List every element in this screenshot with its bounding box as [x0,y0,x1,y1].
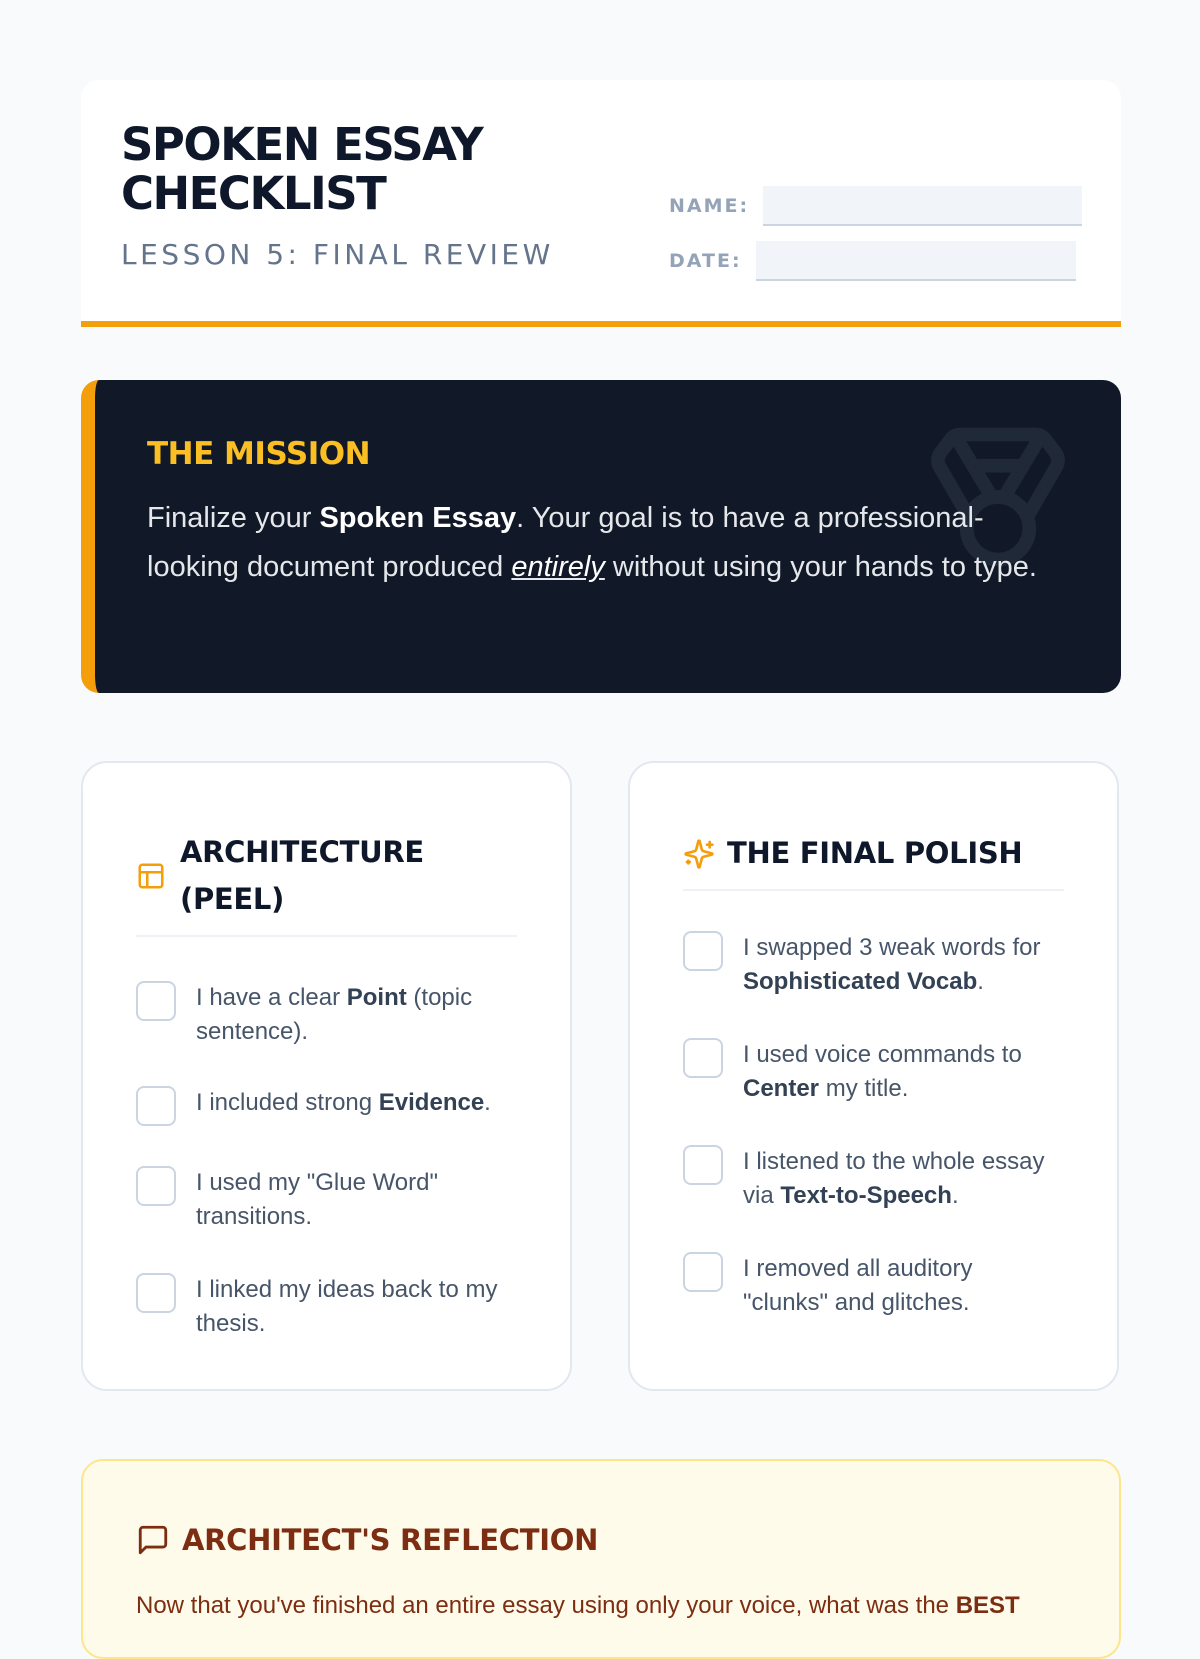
sparkles-icon [683,838,713,868]
architecture-header [136,817,517,937]
list-item [136,981,530,1086]
layout-icon [136,861,166,891]
checkbox[interactable] [683,1038,723,1078]
list-item [136,1166,530,1273]
checkbox[interactable] [683,1145,723,1185]
checkbox[interactable] [136,1086,176,1126]
item-text: I have a clear Point (topic sentence). [196,984,473,1045]
checkbox[interactable] [683,1252,723,1292]
lesson-subtitle: LESSON 5: FINAL REVIEW [121,238,554,271]
mission-emphasis: entirely [511,551,605,583]
header-card [81,80,1121,327]
date-label: DATE: [669,250,742,272]
list-item [136,1273,530,1341]
checkbox[interactable] [136,1273,176,1313]
reflection-prompt: Now that you've finished an entire essay using only your voice, what was the BEST [136,1592,1020,1619]
name-field-row [669,186,1082,226]
mission-title: THE MISSION [147,436,371,472]
name-input[interactable] [763,186,1082,226]
item-text: I swapped 3 weak words for Sophisticated Vocab. [743,934,1041,995]
list-item [136,1086,530,1166]
list-item [683,931,1077,1038]
mission-banner [81,380,1121,693]
item-text: I removed all auditory "clunks" and glitches. [743,1255,973,1316]
mission-bold: Spoken Essay [319,502,517,534]
checkbox[interactable] [136,981,176,1021]
date-input[interactable] [756,241,1076,281]
final-polish-list [683,931,1077,1320]
message-square-icon [136,1523,170,1557]
architecture-card [81,761,572,1391]
item-text: I used voice commands to Center my title. [743,1041,1022,1102]
name-label: NAME: [669,195,750,217]
item-text: I used my "Glue Word" transitions. [196,1169,439,1230]
mission-text: Finalize your Spoken Essay. Your goal is to have a professional-looking document produced entirely without using your hands to type. [147,502,1037,583]
reflection-header [136,1523,598,1557]
list-item [683,1038,1077,1145]
date-field-row [669,241,1076,281]
checkbox[interactable] [683,931,723,971]
final-polish-card [628,761,1119,1391]
checkbox[interactable] [136,1166,176,1206]
final-polish-title: THE FINAL POLISH [727,835,1023,870]
item-text: I linked my ideas back to my thesis. [196,1276,498,1337]
list-item [683,1252,1077,1320]
reflection-title: ARCHITECT'S REFLECTION [182,1523,599,1557]
final-polish-header [683,817,1064,891]
architecture-title: ARCHITECTURE (PEEL) [180,835,424,916]
reflection-card [81,1459,1121,1659]
architecture-list [136,981,530,1341]
item-text: I listened to the whole essay via Text-to-Speech. [743,1148,1045,1209]
item-text: I included strong Evidence. [196,1089,491,1116]
page-title: SPOKEN ESSAY CHECKLIST [121,118,483,220]
list-item [683,1145,1077,1252]
